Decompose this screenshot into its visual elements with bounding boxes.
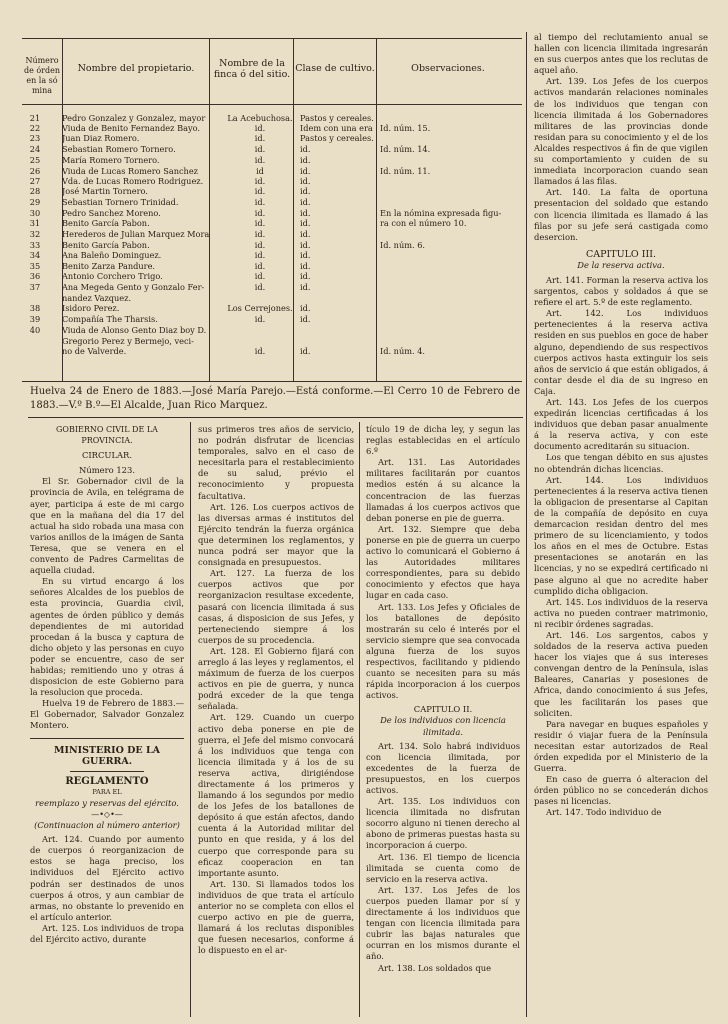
crop-cell: id. <box>300 240 311 250</box>
site-cell: id. <box>254 250 266 260</box>
column-rule <box>190 422 191 1017</box>
owner-cell: José Martin Tornero. <box>62 186 148 196</box>
row-number: 34 <box>29 250 41 260</box>
crop-cell: id. <box>300 208 311 218</box>
paragraph: al tiempo del reclutamiento anual se hallen con licencia ilimitada ingresarán en sus cuerpos antes que los reclutas de aquel año. <box>534 32 708 76</box>
site-cell: id. <box>254 240 266 250</box>
column-3 <box>366 424 520 974</box>
section-heading: GOBIERNO CIVIL DE LA PROVINCIA. <box>56 425 158 446</box>
row-number: 37 <box>29 282 41 292</box>
crop-cell: id. <box>300 303 311 313</box>
paragraph: Art. 147. Todo individuo de <box>546 807 662 818</box>
crop-cell: id. <box>300 144 311 154</box>
site-cell: id. <box>254 346 266 356</box>
paragraph: Art. 124. Cuando por aumento de cuerpos ó reorganizacion de estos se haga preciso, los individuos del Ejército activo podrán ser destinados de unos cuerpos á otros, y aun cambiar de armas, no obstante lo prevenido en el artículo anterior. <box>30 834 184 922</box>
column-rule <box>526 32 527 1017</box>
paragraph: El Sr. Gobernador civil de la provincia de Avila, en telégrama de ayer, participa á este de mi cargo que en la mañana del dia 17 del actual ha sido robada una masa con varios anillos de la imágen de Santa Teresa, que se venera en el convento de Padres Carmelitas de aquella ciudad. <box>30 476 184 576</box>
paragraph: En su virtud encargo á los señores Alcaldes de los pueblos de esta provincia, Guardia civil, agentes de órden público y demás dependientes de mi autoridad procedan á la busca y captura de dicho objeto y las personas en cuyo poder se encuentre, caso de ser habidas; remitiendo uno y otras á disposicion de este Gobierno para la resolucion que proceda. <box>30 576 184 698</box>
section-heading: MINISTERIO DE LA GUERRA. <box>53 744 161 767</box>
row-number: 24 <box>29 144 41 154</box>
crop-cell: Pastos y cereales. <box>300 113 374 123</box>
paragraph: Art. 128. El Gobierno fijará con arreglo á las leyes y reglamentos, el máximum de fuerza de los cuerpos activos en pie de guerra, y nunca podrá exceder de la que tenga señalada. <box>198 645 354 712</box>
column-2 <box>198 424 354 957</box>
row-number: 30 <box>29 208 41 218</box>
row-number: 31 <box>29 218 41 228</box>
crop-cell: id. <box>300 314 311 324</box>
paragraph: Art. 134. Solo habrá individuos con licencia ilimitada, por excedentes de la fuerza de presupuestos, en los cuerpos activos. <box>366 740 520 795</box>
crop-cell: id. <box>300 229 311 239</box>
site-cell: id. <box>254 208 266 218</box>
crop-cell: id. <box>300 197 311 207</box>
paragraph: Art. 145. Los individuos de la reserva activa no pueden contraer matrimonio, ni recibir órdenes sagradas. <box>534 596 708 629</box>
row-number: 39 <box>29 314 41 324</box>
row-number: 36 <box>29 271 41 281</box>
crop-cell: id. <box>300 166 311 176</box>
owner-cell: Benito Zarza Pandure. <box>62 261 156 271</box>
section-rule <box>28 417 523 418</box>
row-number: 21 <box>29 113 41 123</box>
crop-cell: Pastos y cereales. <box>300 133 374 143</box>
observation-cell: Id. núm. 14. <box>380 144 431 154</box>
site-cell: Los Cerrejones. <box>227 303 293 313</box>
owner-cell: Viuda de Benito Fernandez Bayo. <box>62 123 200 133</box>
regulation-title: REGLAMENTO <box>65 775 149 787</box>
header-number: Número de órden en la só mina <box>23 56 61 95</box>
paragraph: Los que tengan débito en sus ajustes no obtendrán dichas licencias. <box>534 452 708 474</box>
crop-cell: id. <box>300 261 311 271</box>
crop-cell: id. <box>300 186 311 196</box>
site-cell: id. <box>254 123 266 133</box>
row-number: 35 <box>29 261 41 271</box>
owner-cell: nandez Vazquez. <box>62 293 132 303</box>
row-number: 27 <box>29 176 41 186</box>
owner-cell: Vda. de Lucas Romero Rodriguez. <box>62 176 204 186</box>
owner-cell: Antonio Corchero Trigo. <box>62 271 163 281</box>
crop-cell: id. <box>300 282 311 292</box>
paragraph: Art. 135. Los individuos con licencia ilimitada no disfrutan socorro alguno ni tienen derecho al abono de primeras puestas hasta su incorporacion á cuerpo. <box>366 796 520 851</box>
owner-cell: Ana Baleño Dominguez. <box>62 250 162 260</box>
row-number: 33 <box>29 240 41 250</box>
paragraph: Art. 140. La falta de oportuna presentacion del soldado que estando con licencia ilimitada es llamado á las filas por su jefe será castigada como desercion. <box>534 187 708 242</box>
site-cell: id. <box>254 144 266 154</box>
observation-cell: Id. núm. 15. <box>380 123 431 133</box>
row-number: 32 <box>29 229 41 239</box>
row-number: 23 <box>29 133 41 143</box>
owner-cell: Pedro Sanchez Moreno. <box>62 208 161 218</box>
owner-cell: Herederos de Julian Marquez Mora <box>62 229 210 239</box>
paragraph: Art. 136. El tiempo de licencia ilimitada se cuenta como de servicio en la reserva activa. <box>366 851 520 884</box>
continuation-note: (Continuacion al número anterior) <box>34 820 180 831</box>
crop-cell: id. <box>300 218 311 228</box>
table-top-rule <box>22 38 522 39</box>
paragraph: Art. 144. Los individuos pertenecientes á la reserva activa tienen la obligacion de presentarse al Capitan de la compañía de depósito en cuya demarcacion residan dentro del mes primero de su licenciamiento, y todos los años en el mes de Octubre. Estas presentaciones se anotarán en las licencias, y no se expedirá certificado ni pase alguno al que no acredite haber cumplido dicha obligacion. <box>534 474 708 596</box>
paragraph: Art. 130. Si llamados todos los individuos de que trata el artículo anterior no se completa con ellos el cuerpo activo en pie de guerra, llamará á los reclutas disponibles que fuesen necesarios, conforme á lo dispuesto en el ar- <box>198 878 354 956</box>
observation-cell: Id. núm. 4. <box>380 346 426 356</box>
owner-cell: Sebastian Tornero Trinidad. <box>62 197 179 207</box>
circular-number: Número 123. <box>79 465 135 476</box>
paragraph: Art. 139. Los Jefes de los cuerpos activos mandarán relaciones nominales de los individuos que tengan con licencia ilimitada á los Gobernadores militares de las provincias donde residan para su conocimiento y el de los Alcaldes respectivos á fin de que vigilen su comportamiento y cuiden de su inmediata incorporacion cuando sean llamados á las filas. <box>534 76 708 187</box>
paragraph: sus primeros tres años de servicio, no podrán disfrutar de licencias temporales, salvo en el caso de necesitarla para el restablecimiento de su salud, prévio el reconocimiento y propuesta facultativa. <box>198 424 354 501</box>
owner-cell: Juan Diaz Romero. <box>62 133 140 143</box>
column-rule <box>359 422 360 1017</box>
header-observations: Observaciones. <box>411 63 485 74</box>
row-number: 22 <box>29 123 41 133</box>
site-cell: id. <box>254 261 266 271</box>
table-bottom-rule <box>22 381 522 382</box>
right-column <box>534 32 708 819</box>
site-cell: id. <box>254 271 266 281</box>
observation-cell: ra con el número 10. <box>380 218 467 228</box>
owner-cell: Isidoro Perez. <box>62 303 120 313</box>
crop-cell: id. <box>300 346 311 356</box>
crop-cell: id. <box>300 250 311 260</box>
site-cell: id. <box>254 229 266 239</box>
header-owner: Nombre del propietario. <box>77 63 195 74</box>
row-number: 29 <box>29 197 41 207</box>
circular-label: CIRCULAR. <box>81 450 133 461</box>
site-cell: id <box>256 166 264 176</box>
paragraph: Art. 127. La fuerza de los cuerpos activos que por reorganizacion resultase excedente, pasará con licencia ilimitada á sus casas, á disposicion de sus Jefes, y perteneciendo siempre á los cuerpos de su procedencia. <box>198 568 354 645</box>
owner-cell: Benito García Pabon. <box>62 240 150 250</box>
paragraph: Para navegar en buques españoles y residir ó viajar fuera de la Península necesitan estar autorizados de Real órden expedida por el Ministerio de la Guerra. <box>534 718 708 774</box>
site-cell: id. <box>254 133 266 143</box>
observation-cell: En la nómina expresada figu- <box>380 208 502 218</box>
regulation-para: PARA EL <box>92 787 122 796</box>
crop-cell: Idem con una era <box>300 123 373 133</box>
site-cell: id. <box>254 176 266 186</box>
paragraph: Art. 126. Los cuerpos activos de las diversas armas é institutos del Ejército tendrán la fuerza orgánica que determinen los reglamentos, y nunca podrá ser mayor que la consignada en presupuestos. <box>198 501 354 568</box>
chapter-subtitle: De la reserva activa. <box>577 259 665 270</box>
paragraph: Art. 143. Los Jefes de los cuerpos expedirán licencias certificadas á los individuos que deban pasar anualmente á la reserva activa, y con este documento acreditarán su situacion. <box>534 397 708 452</box>
owner-cell: Viuda de Alonso Gento Diaz boy D. <box>62 325 207 335</box>
site-cell: id. <box>254 282 266 292</box>
site-cell: La Acebuchosa. <box>227 113 293 123</box>
row-number: 40 <box>29 325 41 335</box>
site-cell: id. <box>254 155 266 165</box>
crop-cell: id. <box>300 176 311 186</box>
owner-cell: no de Valverde. <box>62 346 127 356</box>
ornament: —•◇•— <box>91 810 123 819</box>
paragraph: Art. 146. Los sargentos, cabos y soldados de la reserva activa pueden hacer los viajes que á sus intereses convengan dentro de la Península, islas Baleares, Canarias y posesiones de Africa, dando conocimiento á sus Jefes, que les facilitarán los pases que soliciten. <box>534 629 708 718</box>
paragraph: Art. 137. Los Jefes de los cuerpos pueden llamar por sí y directamente á los individuos que tengan con licencia ilimitada para cubrir las bajas naturales que ocurran en los mismos durante el año. <box>366 884 520 962</box>
paragraph: tículo 19 de dicha ley, y segun las reglas establecidas en el artículo 6.º <box>366 424 520 457</box>
owner-cell: María Romero Tornero. <box>62 155 160 165</box>
paragraph: Huelva 19 de Febrero de 1883.—El Gobernador, Salvador Gonzalez Montero. <box>30 698 184 731</box>
crop-cell: id. <box>300 271 311 281</box>
paragraph: Art. 125. Los individuos de tropa del Ejército activo, durante <box>30 922 184 945</box>
row-number: 26 <box>29 166 41 176</box>
divider <box>30 738 184 739</box>
site-cell: id. <box>254 218 266 228</box>
paragraph: En caso de guerra ó alteracion del órden público no se concederán dichos pases ni licencias. <box>534 774 708 807</box>
owner-cell: Benito García Pabon. <box>62 218 150 228</box>
table-signature: Huelva 24 de Enero de 1883.—José María Parejo.—Está conforme.—El Cerro 10 de Febrero de 1883.—V.º B.º—El Alcalde, Juan Rico Marquez. <box>30 386 520 411</box>
divider <box>70 771 144 772</box>
chapter-heading: CAPITULO III. <box>585 248 656 260</box>
chapter-subtitle: De los individuos con licencia ilimitada. <box>380 715 506 737</box>
header-crop: Clase de cultivo. <box>295 63 375 74</box>
header-site: Nombre de la finca ó del sitio. <box>213 58 291 80</box>
owner-cell: Sebastian Romero Tornero. <box>62 144 176 154</box>
crop-cell: id. <box>300 155 311 165</box>
table-header-rule <box>22 104 522 105</box>
observation-cell: Id. núm. 6. <box>380 240 426 250</box>
owner-cell: Compañía The Tharsis. <box>62 314 158 324</box>
paragraph: Art. 132. Siempre que deba ponerse en pie de guerra un cuerpo activo lo comunicará el Gobierno á las Autoridades militares correspondientes, para su debido conocimiento y efectos que haya lugar en cada caso. <box>366 523 520 601</box>
paragraph: Art. 141. Forman la reserva activa los sargentos, cabos y soldados á que se refiere el art. 5.º de este reglamento. <box>534 274 708 308</box>
row-number: 25 <box>29 155 41 165</box>
row-number: 38 <box>29 303 41 313</box>
paragraph: Art. 131. Las Autoridades militares facilitarán por cuantos medios estén á su alcance la concentracion de las fuerzas llamadas á los cuerpos activos que deban ponerse en pie de guerra. <box>366 457 520 523</box>
owner-cell: Gregorio Perez y Bermejo, veci- <box>62 336 194 346</box>
owner-cell: Ana Megeda Gento y Gonzalo Fer- <box>62 282 205 292</box>
paragraph: Art. 138. Los soldados que <box>378 962 492 973</box>
column-1 <box>30 424 184 945</box>
owner-cell: Viuda de Lucas Romero Sanchez <box>62 166 198 176</box>
paragraph: Art. 133. Los Jefes y Oficiales de los batallones de depósito mostrarán su celo é interés por el servicio siempre que sea convocada alguna fuerza de los suyos respectivos, facilitando y pidiendo cuanto se necesiten para su más rápida incorporacion á los cuerpos activos. <box>366 601 520 701</box>
regulation-subtitle: reemplazo y reservas del ejército. <box>35 797 179 808</box>
paragraph: Art. 129. Cuando un cuerpo activo deba ponerse en pie de guerra, el Jefe del mismo convocará á los individuos que tenga con licencia ilimitada y á los de su reserva activa, dirigiéndose directamente á los primeros y llamando á los segundos por medio de los Jefes de los batallones de depósito á que están afectos, dando cuenta á la Autoridad militar del punto en que resida, y á los del cuerpo que corresponde para su eficaz cooperacion en tan importante asunto. <box>198 712 354 878</box>
paragraph: Art. 142. Los individuos pertenecientes á la reserva activa residen en sus pueblos en goce de haber alguno, dependiendo de sus respectivos cuerpos activos hasta extinguir los seis años de servicio á que están obligados, á contar desde el dia de su ingreso en Caja. <box>534 308 708 396</box>
chapter-heading: CAPITULO II. <box>413 704 473 715</box>
row-number: 28 <box>29 186 41 196</box>
site-cell: id. <box>254 197 266 207</box>
observation-cell: Id. núm. 11. <box>380 166 431 176</box>
site-cell: id. <box>254 186 266 196</box>
owner-cell: Pedro Gonzalez y Gonzalez, mayor <box>62 113 206 123</box>
site-cell: id. <box>254 314 266 324</box>
